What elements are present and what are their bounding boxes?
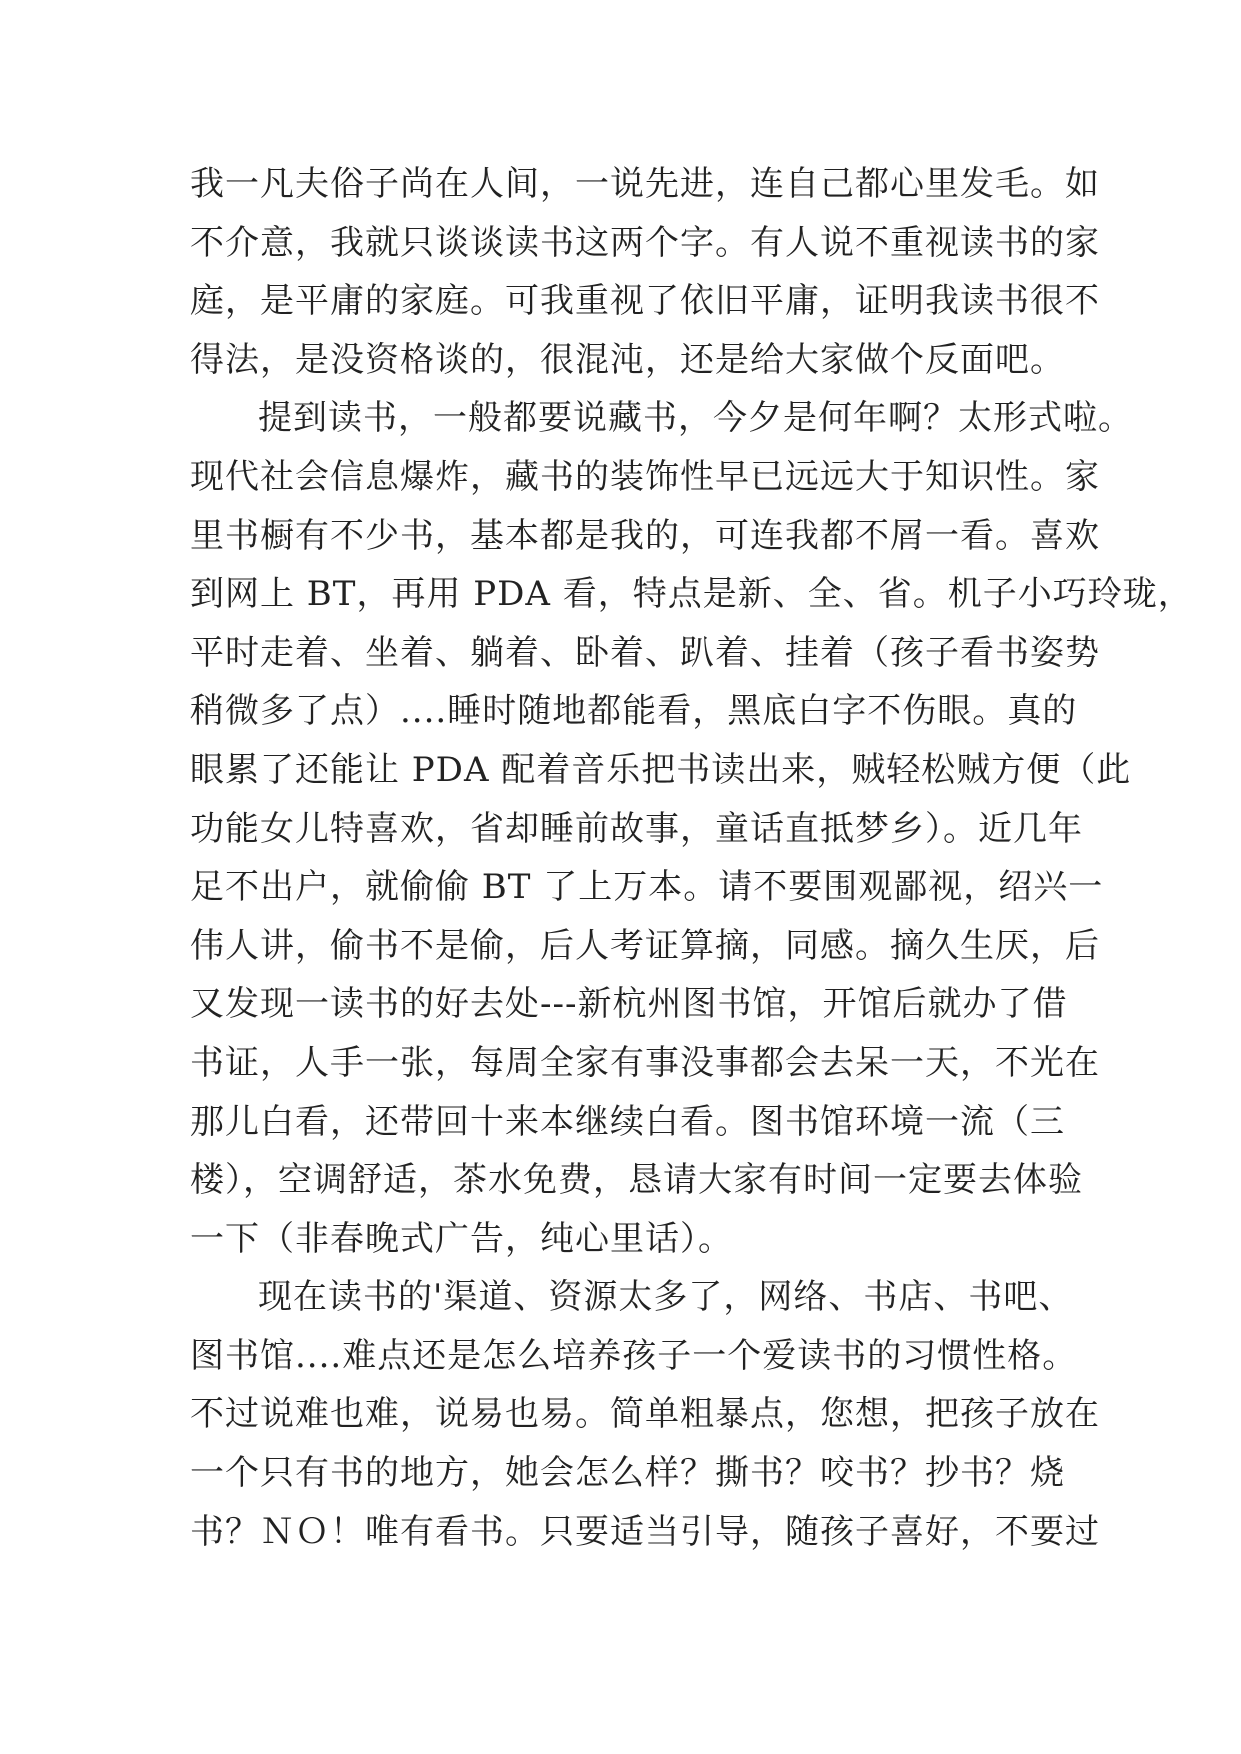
text-line: 平时走着、坐着、躺着、卧着、趴着、挂着（孩子看书姿势 xyxy=(190,632,1100,673)
text-line: 足不出户，就偷偷 BT 了上万本。请不要围观鄙视，绍兴一 xyxy=(190,867,1104,908)
text-line: 楼），空调舒适，茶水免费，恳请大家有时间一定要去体验 xyxy=(190,1160,1083,1201)
text-line: 得法，是没资格谈的，很混沌，还是给大家做个反面吧。 xyxy=(190,339,1065,380)
paragraph-2 xyxy=(190,389,1193,1268)
text-line: 里书橱有不少书，基本都是我的，可连我都不屑一看。喜欢 xyxy=(190,515,1100,556)
text-line: 书？ＮＯ！唯有看书。只要适当引导，随孩子喜好，不要过 xyxy=(190,1511,1100,1552)
paragraph-3 xyxy=(190,1268,1100,1561)
text-line: 功能女儿特喜欢，省却睡前故事，童话直抵梦乡）。近几年 xyxy=(190,808,1083,849)
text-line: 伟人讲，偷书不是偷，后人考证算摘，同感。摘久生厌，后 xyxy=(190,925,1100,966)
text-line: 那儿白看，还带回十来本继续白看。图书馆环境一流（三 xyxy=(190,1101,1065,1142)
text-line: 图书馆....难点还是怎么培养孩子一个爱读书的习惯性格。 xyxy=(190,1335,1078,1376)
text-line: 不过说难也难，说易也易。简单粗暴点，您想，把孩子放在 xyxy=(190,1394,1100,1435)
text-line: 眼累了还能让 PDA 配着音乐把书读出来，贼轻松贼方便（此 xyxy=(190,749,1132,790)
text-line: 稍微多了点）....睡时随地都能看，黑底白字不伤眼。真的 xyxy=(190,691,1078,732)
text-line: 庭，是平庸的家庭。可我重视了依旧平庸，证明我读书很不 xyxy=(190,281,1100,322)
text-line: 到网上 BT，再用 PDA 看，特点是新、全、省。机子小巧玲珑， xyxy=(190,574,1193,615)
text-line: 书证，人手一张，每周全家有事没事都会去呆一天，不光在 xyxy=(190,1042,1100,1083)
text-line: 一个只有书的地方，她会怎么样？撕书？咬书？抄书？烧 xyxy=(190,1453,1065,1494)
text-line: 现在读书的'渠道、资源太多了，网络、书店、书吧、 xyxy=(258,1277,1074,1318)
text-line: 提到读书，一般都要说藏书，今夕是何年啊？太形式啦。 xyxy=(258,398,1133,439)
text-line: 现代社会信息爆炸，藏书的装饰性早已远远大于知识性。家 xyxy=(190,456,1100,497)
text-line: 又发现一读书的好去处---新杭州图书馆，开馆后就办了借 xyxy=(190,984,1068,1025)
article-body xyxy=(190,155,1193,1561)
text-line: 不介意，我就只谈谈读书这两个字。有人说不重视读书的家 xyxy=(190,222,1100,263)
text-line: 一下（非春晚式广告，纯心里话）。 xyxy=(190,1218,733,1259)
paragraph-1 xyxy=(190,155,1100,389)
text-line: 我一凡夫俗子尚在人间，一说先进，连自己都心里发毛。如 xyxy=(190,164,1100,204)
